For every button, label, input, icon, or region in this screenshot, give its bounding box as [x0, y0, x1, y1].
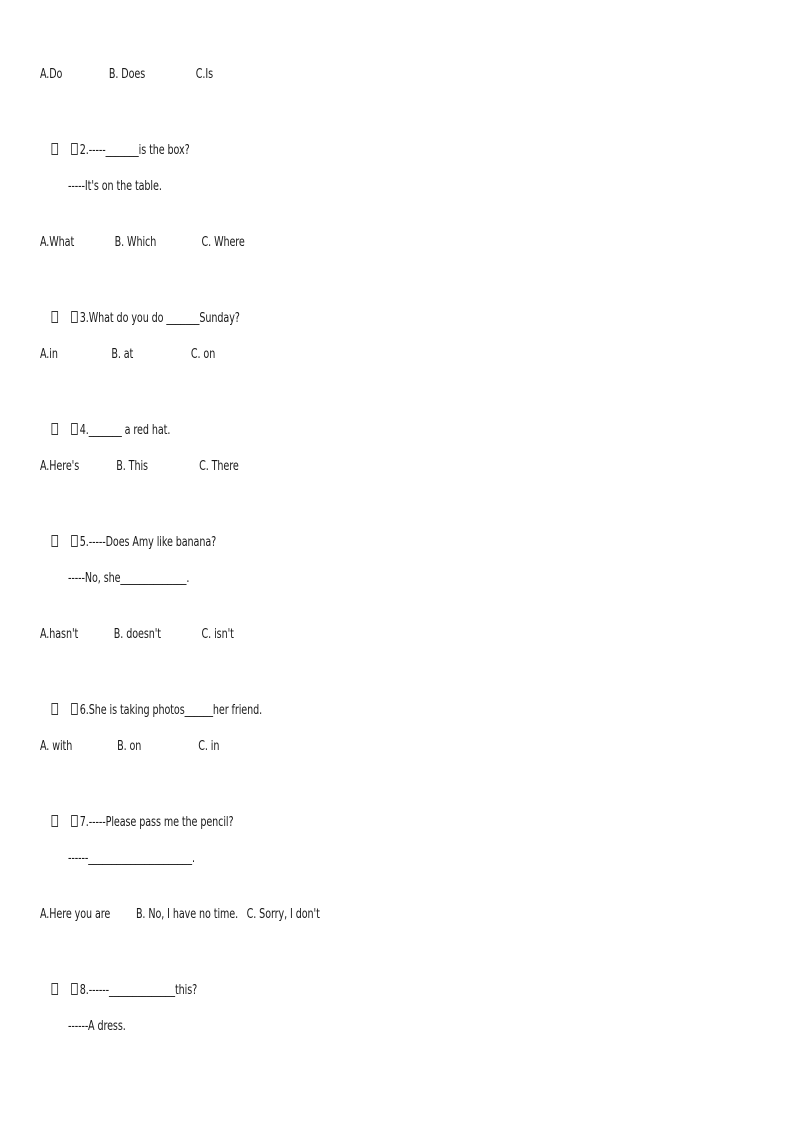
option-c: C. in	[198, 739, 220, 754]
option-b: B. No, I have no time.	[135, 907, 239, 922]
question-number: 6.	[79, 703, 89, 718]
question-text: What do you do _______Sunday?	[88, 311, 240, 326]
option-a: A. with	[40, 739, 73, 754]
question-text: -----Does Amy like banana?	[88, 535, 217, 550]
option-a: A.in	[40, 347, 58, 362]
option-c: C. on	[190, 347, 216, 362]
answer-box-icon	[72, 703, 79, 715]
option-b: B. Which	[114, 235, 157, 250]
question-text: _______ a red hat.	[88, 423, 171, 438]
option-a: A.Here you are	[40, 907, 111, 922]
answer-box-icon	[52, 703, 59, 715]
question-q4	[40, 401, 171, 438]
dialog-reply-q8: ------A dress.	[68, 1019, 126, 1034]
question-q6	[40, 681, 263, 718]
answer-box-icon	[52, 423, 59, 435]
option-c: C. isn't	[201, 627, 234, 642]
option-a: A.Do	[40, 67, 63, 82]
question-q7	[40, 793, 234, 830]
options-row-q6	[40, 737, 220, 757]
options-row-q3	[40, 345, 216, 365]
answer-box-icon	[72, 423, 79, 435]
question-number: 5.	[79, 535, 89, 550]
answer-box-icon	[52, 143, 59, 155]
option-a: A.What	[40, 235, 75, 250]
question-number: 2.	[79, 143, 89, 158]
answer-box-icon	[52, 535, 59, 547]
options-row-q4	[40, 457, 239, 477]
option-a: A.Here's	[40, 459, 80, 474]
question-number: 7.	[79, 815, 89, 830]
option-b: B. Does	[108, 67, 146, 82]
option-c: C.Is	[195, 67, 214, 82]
answer-box-icon	[72, 311, 79, 323]
dialog-reply-q2: -----It's on the table.	[68, 179, 162, 194]
option-b: B. at	[111, 347, 134, 362]
options-row-q7	[40, 905, 320, 925]
answer-box-icon	[72, 983, 79, 995]
option-a: A.hasn't	[40, 627, 79, 642]
dialog-reply-q5: -----No, she______________.	[68, 571, 190, 586]
answer-box-icon	[52, 815, 59, 827]
question-q2	[40, 121, 190, 158]
question-number: 8.	[79, 983, 89, 998]
options-row-q2	[40, 233, 245, 253]
question-q3	[40, 289, 240, 326]
answer-box-icon	[52, 983, 59, 995]
option-b: B. doesn't	[113, 627, 161, 642]
option-c: C. There	[199, 459, 239, 474]
option-b: B. on	[117, 739, 142, 754]
option-c: C. Where	[201, 235, 245, 250]
option-b: B. This	[116, 459, 148, 474]
question-text: -----_______is the box?	[88, 143, 190, 158]
option-c: C. Sorry, I don't	[246, 907, 320, 922]
question-text: -----Please pass me the pencil?	[88, 815, 234, 830]
question-text: ------______________this?	[88, 983, 198, 998]
question-q8	[40, 961, 198, 998]
options-row-q1	[40, 65, 214, 85]
question-q5	[40, 513, 217, 550]
options-row-q5	[40, 625, 234, 645]
dialog-reply-q7: ------______________________.	[68, 851, 195, 866]
answer-box-icon	[72, 815, 79, 827]
answer-box-icon	[72, 535, 79, 547]
question-number: 4.	[79, 423, 89, 438]
question-number: 3.	[79, 311, 89, 326]
answer-box-icon	[72, 143, 79, 155]
question-text: She is taking photos______her friend.	[88, 703, 263, 718]
answer-box-icon	[52, 311, 59, 323]
